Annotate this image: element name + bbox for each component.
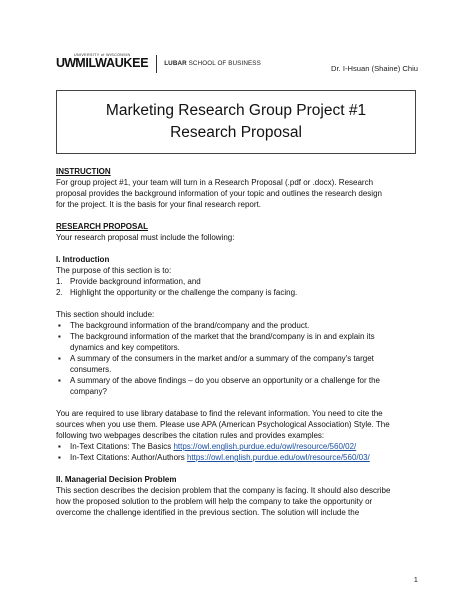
document-title: Marketing Research Group Project #1 [105, 102, 367, 119]
instruction-line: For group project #1, your team will turn in a Research Proposal (.pdf or .docx). Research [56, 178, 374, 187]
citation-text: following two webpages describes the citation rules and provides examples: [56, 431, 325, 440]
logo-divider [156, 55, 157, 73]
list-item: ▪ In-Text Citations: The Basics https://owl.english.purdue.edu/owl/resource/560/02/ [56, 441, 418, 452]
author-name: Dr. I-Hsuan (Shaine) Chiu [331, 64, 418, 73]
document-body [56, 166, 418, 518]
logo-milwaukee-text: MILWAUKEE [75, 56, 149, 70]
instruction-line: proposal provides the background information of your topic and outlines the research design [56, 189, 382, 198]
research-proposal-text: Your research proposal must include the following: [56, 233, 235, 242]
list-item: ▪ In-Text Citations: Author/Authors https://owl.english.purdue.edu/owl/resource/560/03/ [56, 452, 418, 463]
purpose-list [56, 276, 418, 298]
research-proposal-heading: RESEARCH PROPOSAL [56, 222, 149, 231]
managerial-text: This section describes the decision problem that the company is facing. It should also describe [56, 486, 391, 495]
logo-school-text: LUBAR SCHOOL OF BUSINESS [164, 60, 261, 67]
list-item: ▪ The background information of the market that the brand/company is in and explain its dynamics and key competitors. [56, 331, 418, 353]
logo-uw-text: UW [56, 56, 76, 70]
citation-link-list [56, 441, 418, 463]
citation-text: You are required to use library database to find the relevant information. You need to cite the [56, 409, 383, 418]
citation-text: sources when you use them. Please use APA (American Psychological Association) Style. The [56, 420, 390, 429]
citation-link[interactable]: https://owl.english.purdue.edu/owl/resource/560/02/ [173, 442, 357, 451]
uwm-lubar-logo [56, 53, 261, 75]
managerial-heading: II. Managerial Decision Problem [56, 475, 177, 484]
citation-link[interactable]: https://owl.english.purdue.edu/owl/resource/560/03/ [186, 453, 370, 462]
list-item: 2. Highlight the opportunity or the challenge the company is facing. [56, 288, 298, 297]
logo-university-text: UNIVERSITY of WISCONSIN [74, 53, 131, 57]
include-bullet-list [56, 320, 418, 397]
introduction-heading: I. Introduction [56, 255, 110, 264]
managerial-text: overcome the challenge identified in the previous section. The solution will include the [56, 508, 360, 517]
instruction-heading: INSTRUCTION [56, 167, 111, 176]
instruction-line: for the project. It is the basis for your final research report. [56, 200, 261, 209]
introduction-purpose: The purpose of this section is to: [56, 266, 172, 275]
list-item: 1. Provide background information, and [56, 277, 201, 286]
document-subtitle: Research Proposal [170, 124, 302, 141]
title-box [56, 90, 416, 154]
list-item: ▪ A summary of the above findings – do you observe an opportunity or a challenge for the company? [56, 375, 418, 397]
list-item: ▪ The background information of the brand/company and the product. [56, 320, 418, 331]
should-include-text: This section should include: [56, 310, 155, 319]
page-number: 1 [413, 575, 418, 584]
managerial-text: how the proposed solution to the problem will help the company to take the opportunity or [56, 497, 373, 506]
list-item: ▪ A summary of the consumers in the market and/or a summary of the company's target consumers. [56, 353, 418, 375]
